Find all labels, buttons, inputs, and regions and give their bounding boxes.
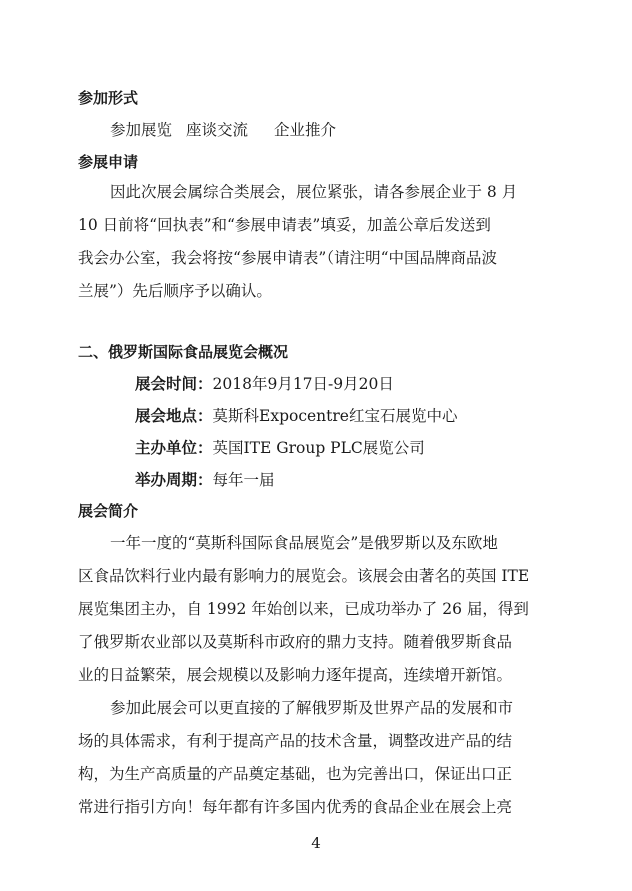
detail-row-organizer <box>135 438 425 458</box>
intro-p2-line-1: 参加此展会可以更直接的了解俄罗斯及世界产品的发展和市 <box>110 699 514 717</box>
application-line-4: 兰展”）先后顺序予以确认。 <box>78 282 272 300</box>
participation-item-promotion: 企业推介 <box>274 121 337 139</box>
application-line-1: 因此次展会属综合类展会，展位紧张，请各参展企业于 8 月 <box>110 183 518 201</box>
intro-p1-line-4: 了俄罗斯农业部以及莫斯科市政府的鼎力支持。随着俄罗斯食品 <box>78 633 513 651</box>
detail-row-time <box>135 374 394 394</box>
intro-p1-line-3: 展览集团主办，自 1992 年始创以来，已成功举办了 26 届，得到 <box>78 600 529 618</box>
detail-value-frequency: 每年一届 <box>212 471 275 489</box>
application-line-3: 我会办公室，我会将按“参展申请表”（请注明“中国品牌商品波 <box>78 249 498 267</box>
heading-exhibition-intro: 展会简介 <box>78 502 139 520</box>
detail-value-time: 2018年9月17日-9月20日 <box>212 375 394 393</box>
intro-p1-line-2: 区食品饮料行业内最有影响力的展览会。该展会由著名的英国 ITE <box>78 567 530 585</box>
intro-p2-line-3: 构，为生产高质量的产品奠定基础，也为完善出口，保证出口正 <box>78 765 513 783</box>
detail-label-frequency: 举办周期： <box>135 471 213 489</box>
detail-label-organizer: 主办单位： <box>135 439 213 457</box>
participation-items <box>110 120 336 140</box>
heading-section-two: 二、俄罗斯国际食品展览会概况 <box>78 343 289 361</box>
detail-label-time: 展会时间： <box>135 375 213 393</box>
detail-value-organizer: 英国ITE Group PLC展览公司 <box>212 439 425 457</box>
participation-item-forum: 座谈交流 <box>186 121 249 139</box>
participation-item-exhibit: 参加展览 <box>110 121 173 139</box>
detail-value-venue: 莫斯科Expocentre红宝石展览中心 <box>212 407 458 425</box>
page-number: 4 <box>311 834 321 852</box>
heading-participation-format: 参加形式 <box>78 89 139 107</box>
detail-row-venue <box>135 406 457 426</box>
heading-exhibit-application: 参展申请 <box>78 153 139 171</box>
intro-p2-line-2: 场的具体需求，有利于提高产品的技术含量，调整改进产品的结 <box>78 732 513 750</box>
intro-p2-line-4: 常进行指引方向！每年都有许多国内优秀的食品企业在展会上亮 <box>78 798 513 816</box>
application-line-2: 10 日前将“回执表”和“参展申请表”填妥，加盖公章后发送到 <box>78 216 491 234</box>
detail-label-venue: 展会地点： <box>135 407 213 425</box>
intro-p1-line-5: 业的日益繁荣，展会规模以及影响力逐年提高，连续增开新馆。 <box>78 666 513 684</box>
detail-row-frequency <box>135 470 275 490</box>
intro-p1-line-1: 一年一度的“莫斯科国际食品展览会”是俄罗斯以及东欧地 <box>110 534 498 552</box>
